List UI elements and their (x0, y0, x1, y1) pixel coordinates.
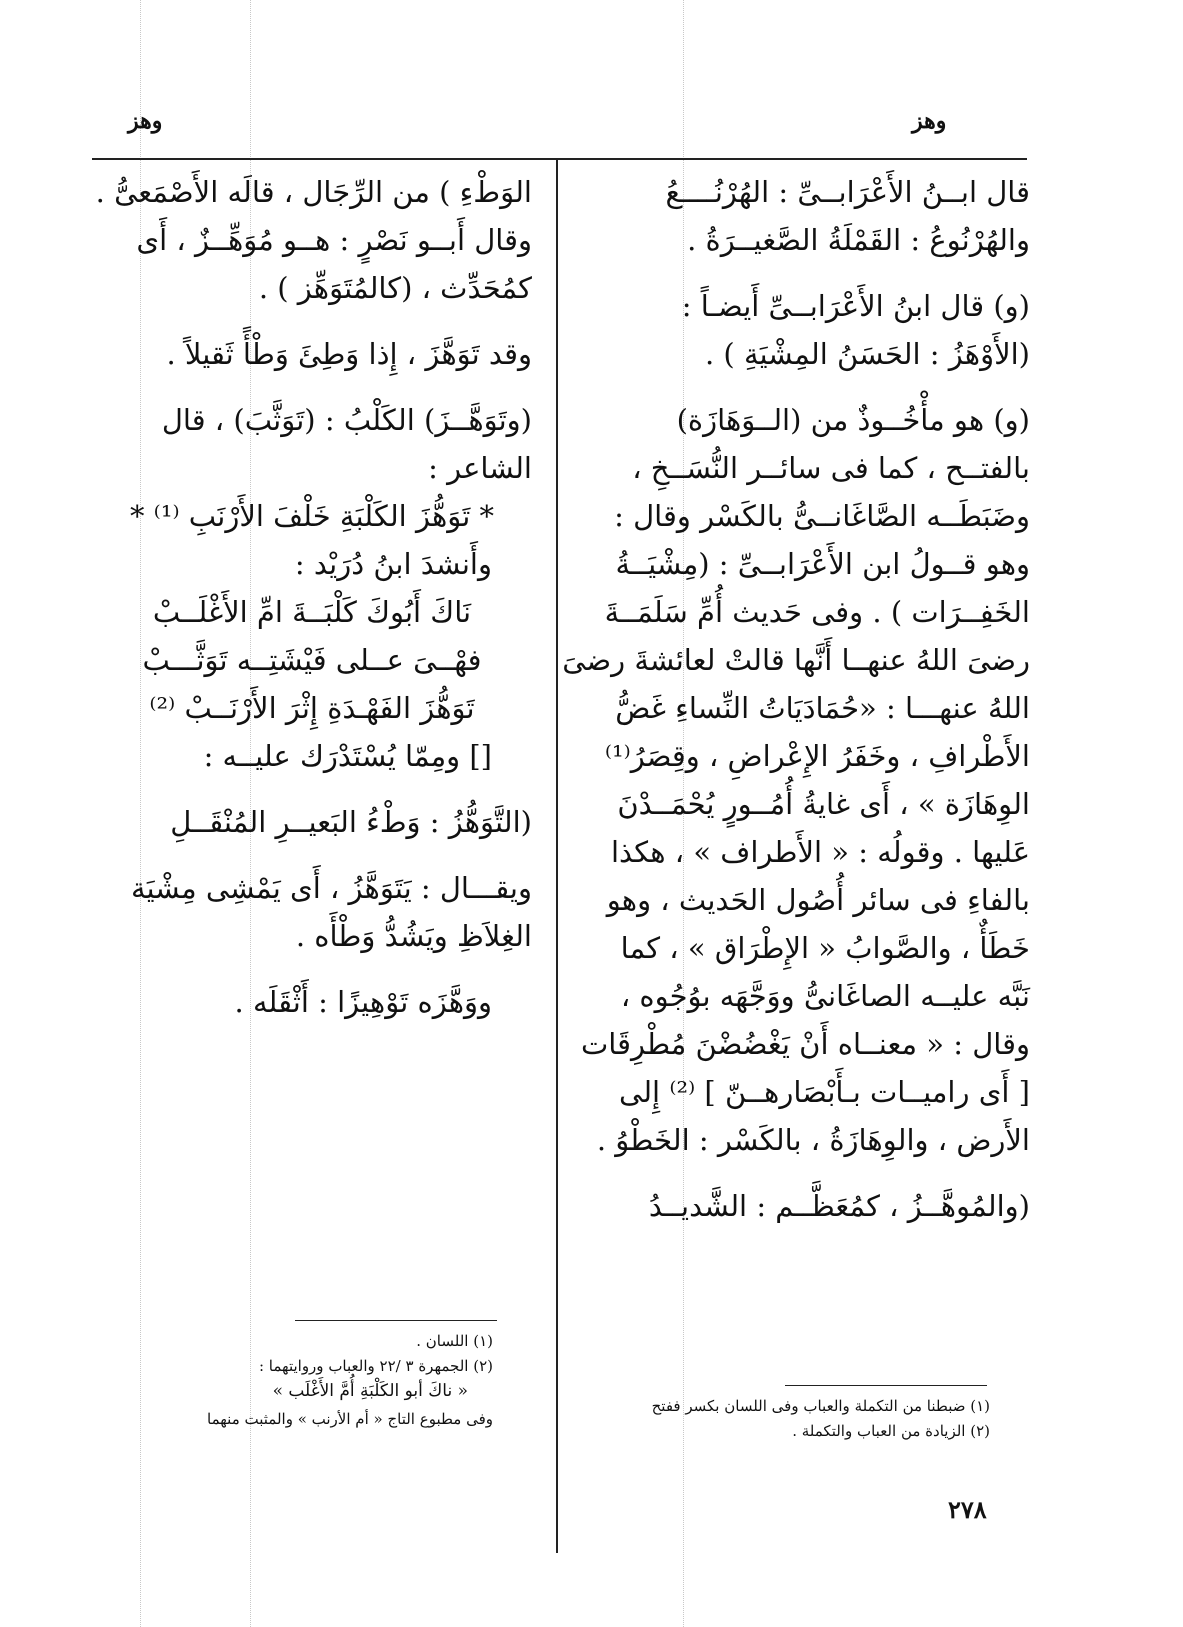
text-line: اللهُ عنهـــا : «حُمَادَيَاتُ النِّساءِ غَضُّ (615, 691, 1030, 725)
text-line: وضَبَطَــه الصَّاغَانــىُّ بالكَسْر وقال : (614, 499, 1030, 533)
text-line: وأَنشدَ ابنُ دُرَيْد : (294, 547, 492, 581)
text-line: (والمُوهَّــزُ ، كمُعَظَّــم : الشَّديــدُ (648, 1189, 1030, 1223)
footnote: (٢) الجمهرة ٣ /٢٢ والعباب وروايتهما : (258, 1357, 493, 1375)
left-column (92, 168, 532, 1026)
footnote: « ناكَ أبو الكَلْبَةِ أُمَّ الأَغْلَب » (272, 1381, 468, 1401)
text-line: عَليها . وقولُه : « الأَطراف » ، هكذا (610, 835, 1030, 869)
text-line: وقد تَوَهَّزَ ، إِذا وَطِئَ وَطْأً ثَقيلاً . (166, 337, 532, 371)
text-line: (و) قال ابنُ الأَعْرَابــىِّ أَيضـاً : (681, 289, 1030, 323)
column-divider (556, 158, 558, 1553)
text-line: نَبَّه عليــه الصاغَانىُّ ووَجَّهَه بوُجُوه ، (620, 979, 1030, 1013)
verse-line: فهْــىَ عــلى فَيْشَتِــه تَوَثَّـــبْ (142, 643, 482, 677)
text-line: وقال : « معنــاه أَنْ يَغْضُضْنَ مُطْرِقَات (580, 1027, 1030, 1061)
header-left-keyword: وهز (128, 108, 163, 134)
footnote: (١) اللسان . (416, 1332, 493, 1350)
text-line: [] ومِمّا يُسْتَدْرَك عليــه : (203, 739, 492, 773)
verse-line: نَاكَ أَبُوكَ كَلْبَــةَ امِّ الأَغْلَــبْ (152, 595, 472, 629)
text-line: خَطَأٌ ، والصَّوابُ « الإِطْرَاق » ، كما (620, 931, 1030, 965)
text-line: بالفاءِ فى سائر أُصُول الحَديث ، وهو (606, 883, 1030, 917)
text-line: الخَفِــرَات ) . وفى حَديث أُمِّ سَلَمَــةَ (604, 595, 1030, 629)
footnote-rule (785, 1385, 987, 1386)
verse-line: * تَوَهُّزَ الكَلْبَةِ خَلْفَ الأَرْنَبِ ⁽¹⁾ * (129, 499, 495, 533)
text-line: الوِهَازَة » ، أَى غايةُ أُمُــورٍ يُحْمَــدْنَ (617, 787, 1030, 821)
text-line: الشاعر : (428, 451, 532, 485)
text-line: رضىَ اللهُ عنهــا أَنَّها قالتْ لعائشةَ رضىَ (562, 643, 1030, 677)
text-line: والهُرْنُوعُ : القَمْلَةُ الصَّغيــرَةُ . (687, 223, 1030, 257)
verse-line: تَوَهُّزَ الفَهْـدَةِ إِثْرَ الأَرْنَــبْ ⁽²⁾ (149, 691, 475, 725)
text-line: (و) هو مأْخُــوذٌ من (الــوَهَازَة) (676, 403, 1030, 437)
page-number: ٢٧٨ (948, 1495, 987, 1524)
text-line: ويقـــال : يَتَوَهَّزُ ، أَى يَمْشِى مِشْيَة (130, 871, 532, 905)
header-right-keyword: وهز (912, 108, 947, 134)
text-line: قال ابــنُ الأَعْرَابــىِّ : الهُرْنُــــعُ (665, 175, 1030, 209)
text-line: (الأَوْهَزُ : الحَسَنُ المِشْيَةِ ) . (705, 337, 1030, 371)
footnote-rule (295, 1320, 497, 1321)
text-line: وهو قــولُ ابن الأَعْرَابــىِّ : (مِشْيَــةُ (615, 547, 1030, 581)
header-rule (92, 158, 1027, 160)
text-line: الأَرض ، والوِهَازَةُ ، بالكَسْر : الخَطْوُ . (596, 1123, 1030, 1157)
text-line: الغِلاَظِ ويَشُدُّ وَطْأَه . (295, 919, 532, 953)
text-line: كمُحَدِّث ، (كالمُتَوَهِّز ) . (258, 271, 532, 305)
text-line: وقال أَبــو نَصْرٍ : هــو مُوَهِّــزٌ ، أَى (136, 223, 532, 257)
text-line: الأَطْرافِ ، وخَفَرُ الإِعْراضِ ، وقِصَرُ⁽¹⁾ (604, 739, 1030, 773)
text-line: ووَهَّزَه تَوْهِيزًا : أَثْقَلَه . (234, 985, 492, 1019)
text-line: (التَّوَهُّزُ : وَطْءُ البَعيــرِ المُنْقَــلِ (170, 805, 532, 839)
footnote: (١) ضبطنا من التكملة والعباب وفى اللسان بكسر ففتح (651, 1397, 990, 1415)
footnote: وفى مطبوع التاج « أم الأرنب » والمثبت منهما (207, 1410, 493, 1428)
text-line: [ أَى راميــات بـأَبْصَارهــنّ ] ⁽²⁾ إِلى (619, 1075, 1030, 1109)
footnote: (٢) الزيادة من العباب والتكملة . (792, 1422, 990, 1440)
text-line: بالفتــح ، كما فى سائــر النُّسَــخِ ، (632, 451, 1030, 485)
text-line: الوَطْءِ ) من الرِّجَال ، قالَه الأَصْمَعىُّ . (95, 175, 532, 209)
text-line: (وتَوَهَّــزَ) الكَلْبُ : (تَوَثَّبَ) ، قال (161, 403, 532, 437)
right-column (562, 168, 1030, 1230)
